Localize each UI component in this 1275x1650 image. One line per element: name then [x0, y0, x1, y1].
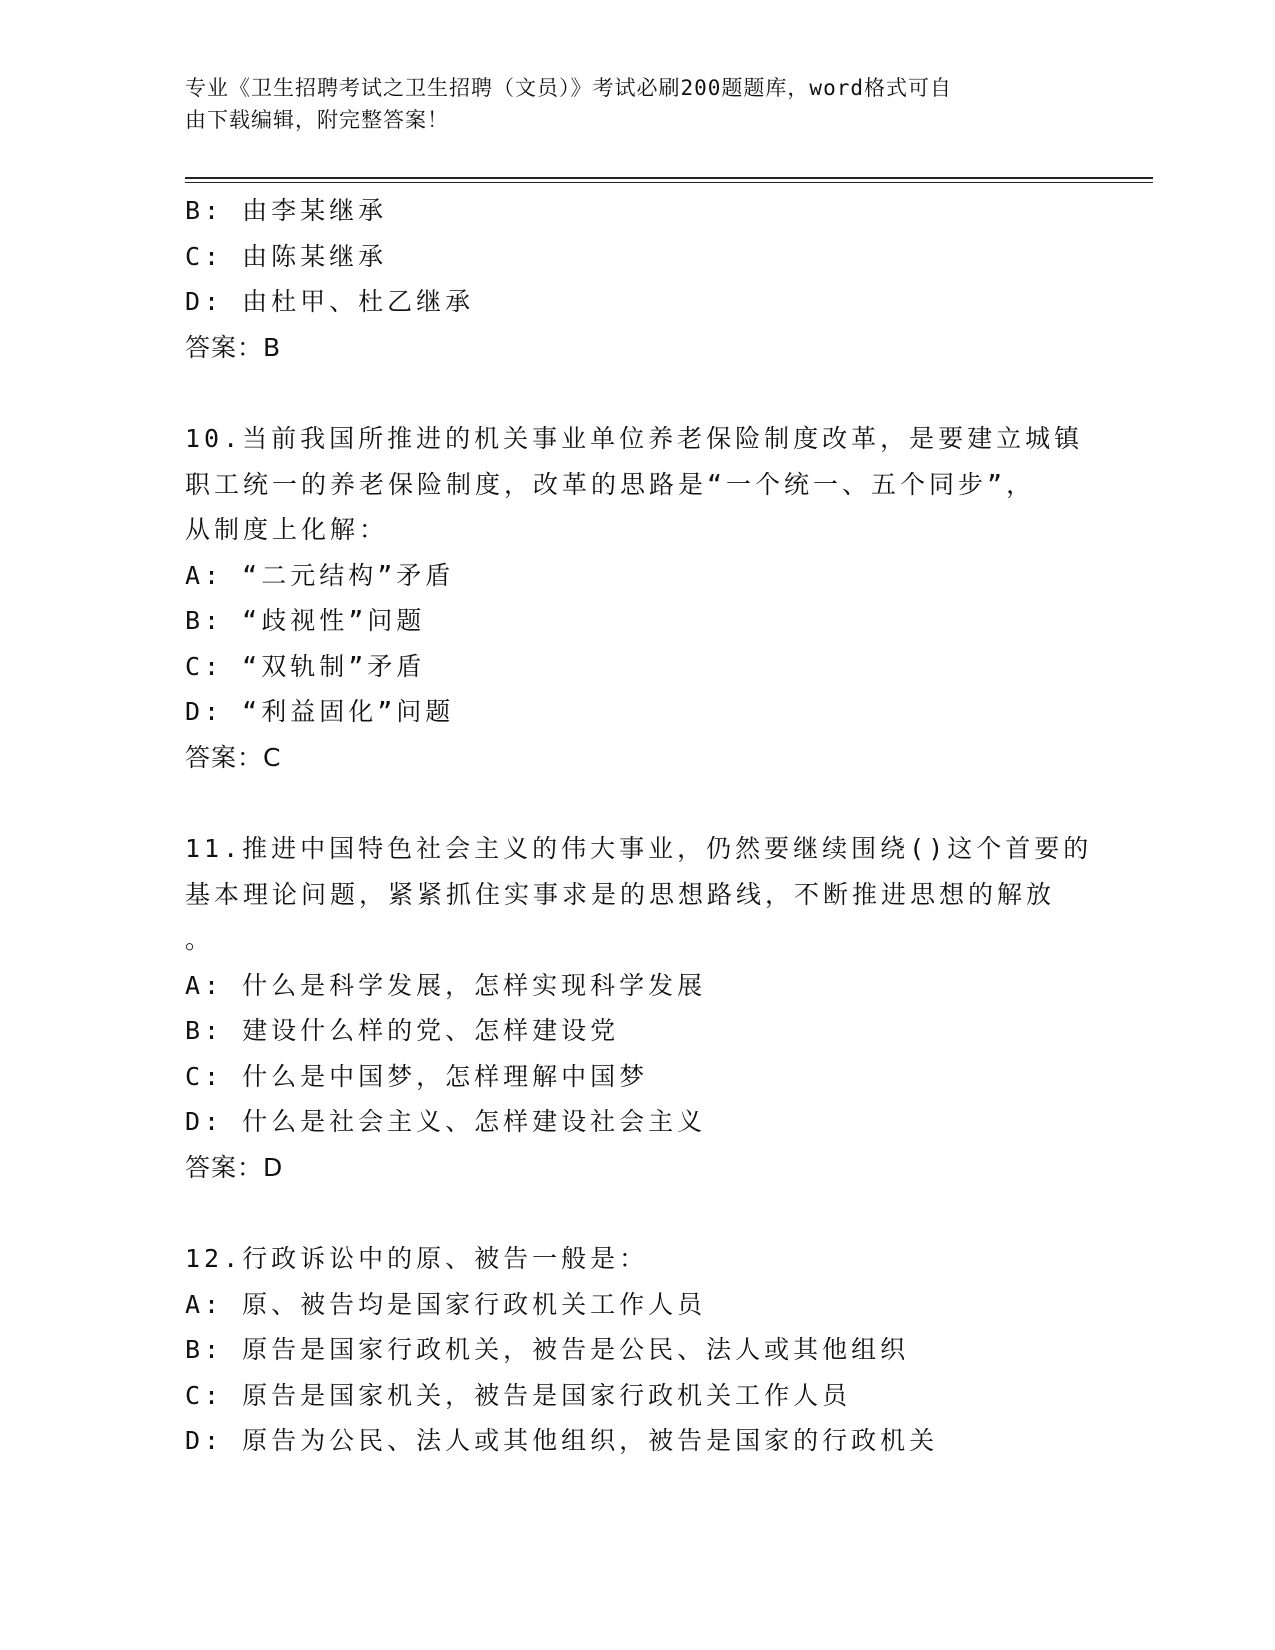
option-a: A: 原、被告均是国家行政机关工作人员: [185, 1289, 707, 1319]
option-b: B: 建设什么样的党、怎样建设党: [185, 1016, 620, 1045]
option-d: D: 原告为公民、法人或其他组织，被告是国家的行政机关: [185, 1426, 939, 1455]
question-9-tail: [185, 188, 1085, 370]
option-c: C: 原告是国家机关，被告是国家行政机关工作人员: [185, 1380, 852, 1410]
header-divider-thick: [185, 177, 1153, 179]
question-stem: 基本理论问题，紧紧抓住实事求是的思想路线，不断推进思想的解放: [185, 879, 1056, 909]
option-c: C: “双轨制”矛盾: [185, 651, 426, 681]
answer-line: 答案：D: [185, 1152, 284, 1182]
option-b: B: 由李某继承: [185, 196, 388, 225]
question-stem: 11.推进中国特色社会主义的伟大事业，仍然要继续围绕()这个首要的: [185, 834, 1093, 863]
question-spacer: [185, 1190, 1085, 1236]
question-list: [185, 188, 1093, 1464]
question-spacer: [185, 370, 1085, 416]
answer-line: 答案：B: [185, 332, 282, 362]
header-line-1: 专业《卫生招聘考试之卫生招聘（文员）》考试必刷200题题库，word格式可自: [185, 76, 952, 100]
question-10: [185, 416, 1085, 780]
question-stem: 12.行政诉讼中的原、被告一般是：: [185, 1244, 649, 1273]
option-b: B: “歧视性”问题: [185, 606, 426, 635]
question-12: [185, 1236, 1085, 1464]
option-c: C: 什么是中国梦，怎样理解中国梦: [185, 1061, 649, 1091]
option-a: A: “二元结构”矛盾: [185, 560, 455, 590]
option-c: C: 由陈某继承: [185, 241, 388, 271]
question-11: [185, 826, 1093, 1190]
header-divider-thin: [185, 182, 1153, 183]
question-stem: 。: [185, 925, 215, 954]
option-d: D: “利益固化”问题: [185, 697, 455, 726]
question-stem: 10.当前我国所推进的机关事业单位养老保险制度改革，是要建立城镇: [185, 424, 1084, 453]
header-line-2: 由下载编辑，附完整答案！: [185, 108, 449, 132]
question-stem: 从制度上化解：: [185, 515, 389, 544]
answer-line: 答案：C: [185, 742, 282, 772]
option-a: A: 什么是科学发展，怎样实现科学发展: [185, 970, 707, 1000]
option-d: D: 由杜甲、杜乙继承: [185, 287, 475, 316]
document-header: [185, 72, 1085, 136]
question-stem: 职工统一的养老保险制度，改革的思路是“一个统一、五个同步”，: [185, 469, 1036, 499]
option-b: B: 原告是国家行政机关，被告是公民、法人或其他组织: [185, 1335, 910, 1364]
question-spacer: [185, 780, 1085, 826]
option-d: D: 什么是社会主义、怎样建设社会主义: [185, 1107, 707, 1136]
